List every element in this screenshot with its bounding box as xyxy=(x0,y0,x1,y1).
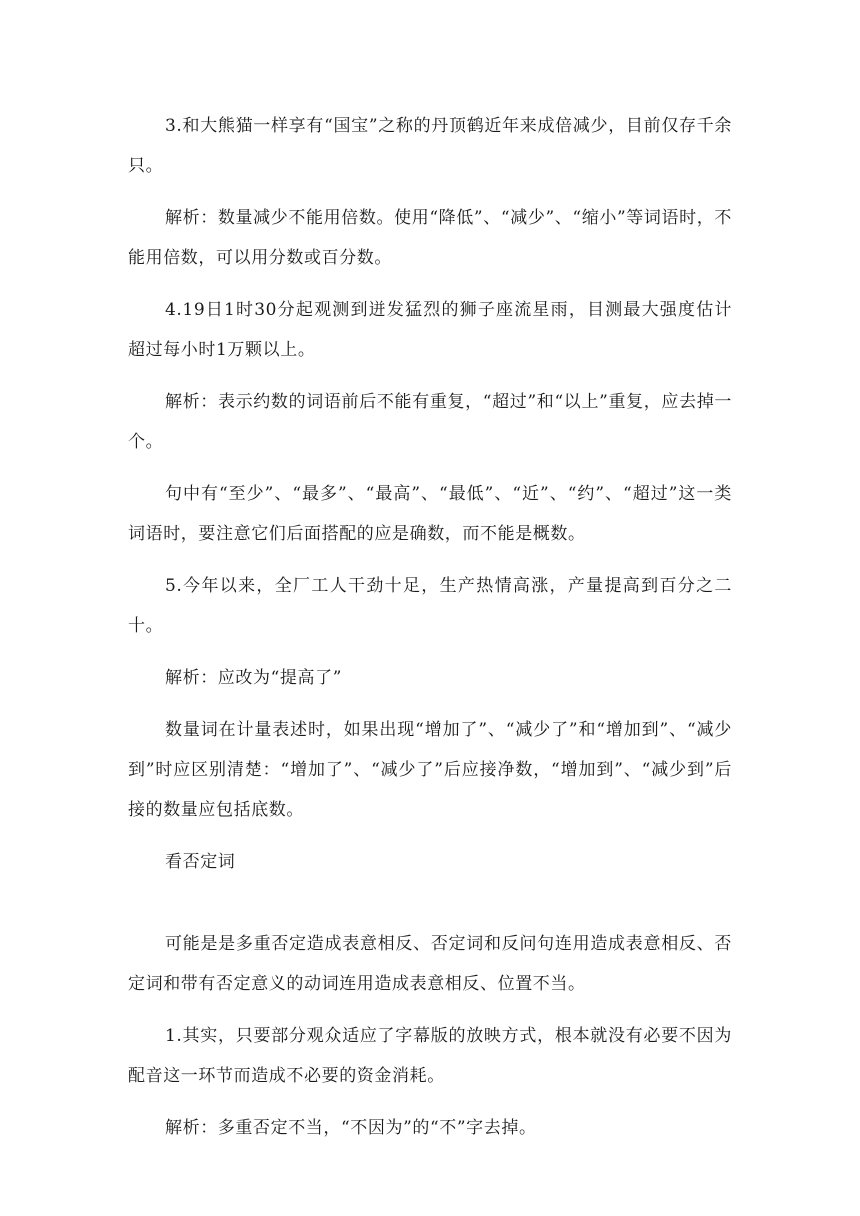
negation-example-1: 1.其实，只要部分观众适应了字幕版的放映方式，根本就没有必要不因为配音这一环节而造成不必要的资金消耗。 xyxy=(128,1026,732,1086)
analysis-3: 解析：数量减少不能用倍数。使用“降低”、“减少”、“缩小”等词语时，不能用倍数，可以用分数或百分数。 xyxy=(128,208,732,268)
example-4: 4.19日1时30分起观测到迸发猛烈的狮子座流星雨，目测最大强度估计超过每小时1万颗以上。 xyxy=(128,300,732,360)
negation-intro: 可能是是多重否定造成表意相反、否定词和反问句连用造成表意相反、否定词和带有否定意义的动词连用造成表意相反、位置不当。 xyxy=(128,934,732,994)
negation-analysis-1: 解析：多重否定不当，“不因为”的“不”字去掉。 xyxy=(165,1118,537,1138)
analysis-5: 解析：应改为“提高了” xyxy=(165,668,342,688)
note-approximate-numbers: 句中有“至少”、“最多”、“最高”、“最低”、“近”、“约”、“超过”这一类词语时，要注意它们后面搭配的应是确数，而不能是概数。 xyxy=(128,484,732,544)
example-3: 3.和大熊猫一样享有“国宝”之称的丹顶鹤近年来成倍减少，目前仅存千余只。 xyxy=(128,116,732,176)
note-quantity-words: 数量词在计量表述时，如果出现“增加了”、“减少了”和“增加到”、“减少到”时应区别清楚：“增加了”、“减少了”后应接净数，“增加到”、“减少到”后接的数量应包括底数。 xyxy=(128,720,732,820)
example-5: 5.今年以来，全厂工人干劲十足，生产热情高涨，产量提高到百分之二十。 xyxy=(128,576,732,636)
section-heading-negation: 看否定词 xyxy=(165,852,236,872)
analysis-4: 解析：表示约数的词语前后不能有重复，“超过”和“以上”重复，应去掉一个。 xyxy=(128,392,732,452)
